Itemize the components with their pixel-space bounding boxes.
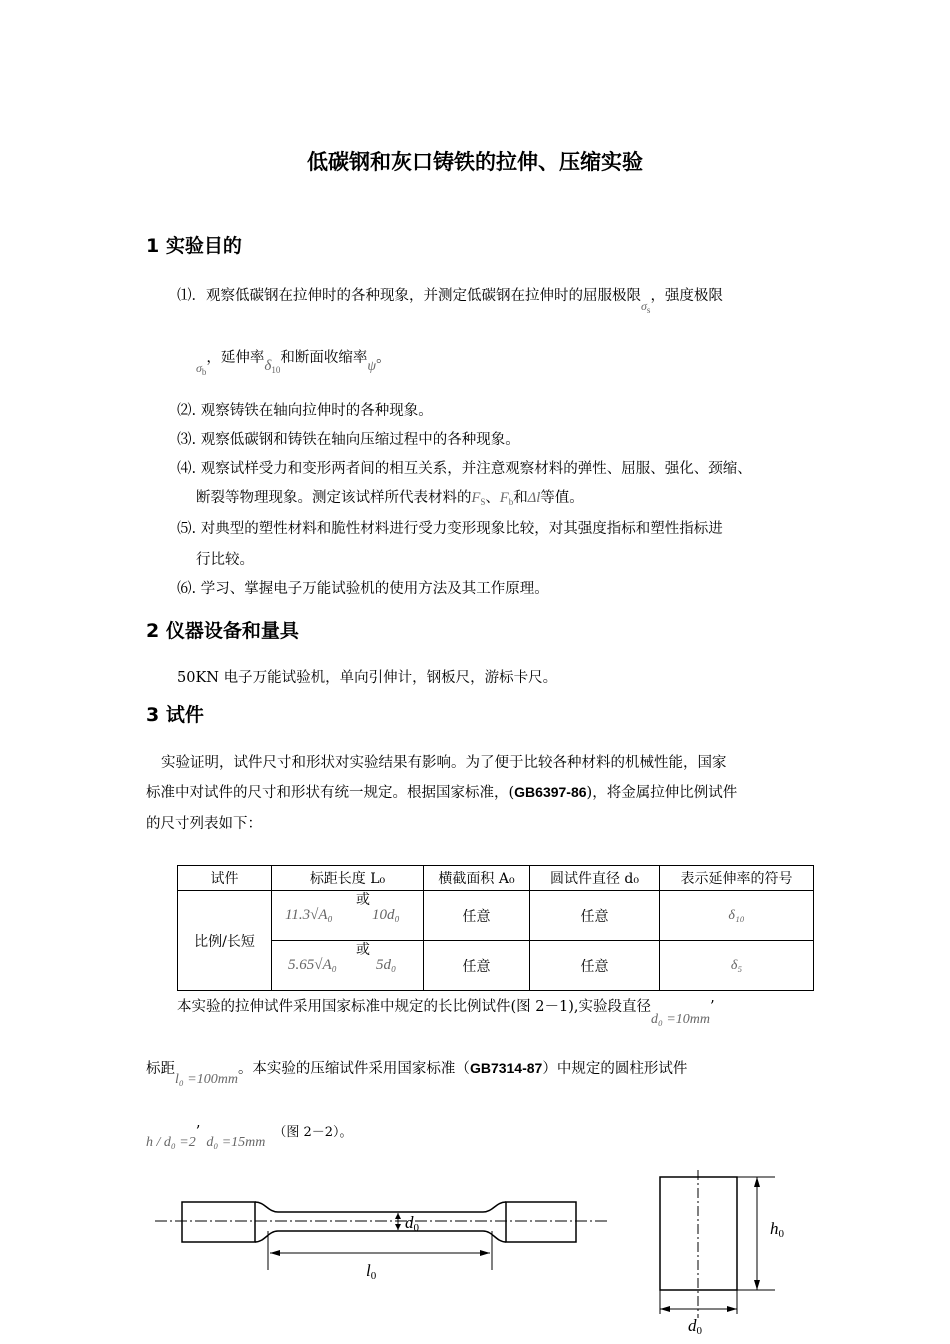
- diameter-cell: 任意: [530, 941, 660, 991]
- objective-6: ⑹. 学习、掌握电子万能试验机的使用方法及其工作原理。: [177, 581, 549, 597]
- table-row: [178, 941, 814, 991]
- diameter-label: d0: [405, 1213, 419, 1234]
- area-cell: 任意: [424, 891, 530, 941]
- table-header: 标距长度 L₀: [272, 866, 424, 891]
- table-header: 试件: [178, 866, 272, 891]
- objective-4-line2: 断裂等物理现象。测定该试样所代表材料的$F_S$、$F_b$和Δl等值。: [196, 490, 584, 507]
- tension-specimen-figure: [150, 1190, 620, 1290]
- page-title: 低碳钢和灰口铸铁的拉伸、压缩实验: [307, 150, 643, 174]
- table-header: 圆试件直径 d₀: [530, 866, 660, 891]
- height-label: h0: [770, 1219, 784, 1240]
- specimen-para-line1: 实验证明，试件尺寸和形状对实验结果有影响。为了便于比较各种材料的机械性能，国家: [161, 755, 727, 771]
- delta10-symbol: $\delta_{10}$: [264, 358, 281, 375]
- objective-3: ⑶. 观察低碳钢和铸铁在轴向压缩过程中的各种现象。: [177, 432, 520, 448]
- elongation-symbol-cell: δ₁₀: [660, 891, 814, 941]
- table-row: [178, 891, 814, 941]
- sigma-s-symbol: σs: [641, 299, 651, 315]
- table-header: 横截面积 A₀: [424, 866, 530, 891]
- tension-specimen-text: 本实验的拉伸试件采用国家标准中规定的长比例试件(图 2－1),实验段直径d₀ =10mm’: [177, 999, 715, 1027]
- area-cell: 任意: [424, 941, 530, 991]
- objective-5-line1: ⑸. 对典型的塑性材料和脆性材料进行受力变形现象比较，对其强度指标和塑性指标进: [177, 521, 723, 537]
- lower-profile: [255, 1231, 506, 1242]
- gauge-length-text: 标距l₀ =100mm。本实验的压缩试件采用国家标准（GB7314-87）中规定的圆柱形试件: [146, 1060, 688, 1087]
- upper-profile: [255, 1202, 506, 1212]
- gauge-length-formula: 5.65√A₀ 或 5d₀: [272, 941, 424, 991]
- objective-4-line1: ⑷. 观察试样受力和变形两者间的相互关系，并注意观察材料的弹性、屈服、强化、颈缩、: [177, 461, 752, 477]
- table-header: 表示延伸率的符号: [660, 866, 814, 891]
- gauge-length-label: l0: [366, 1261, 377, 1282]
- section-heading-specimen: 3 试件: [146, 704, 204, 726]
- objective-5-line2: 行比较。: [196, 552, 254, 568]
- fs-symbol: $F_S$: [471, 490, 486, 507]
- objective-1-line2: $_{\sigma_b}$，延伸率$\delta_{10}$和断面收缩率ψ。: [196, 350, 391, 377]
- psi-symbol: ψ: [367, 359, 377, 374]
- section-heading-equipment: 2 仪器设备和量具: [146, 620, 299, 642]
- cylinder-diameter-label: d0: [688, 1316, 702, 1337]
- equipment-text: 50KN 电子万能试验机，单向引伸计，钢板尺，游标卡尺。: [177, 670, 558, 686]
- objective-2: ⑵. 观察铸铁在轴向拉伸时的各种现象。: [177, 403, 433, 419]
- sigma-b-symbol: σb: [196, 361, 207, 377]
- fb-symbol: $F_b$: [499, 490, 514, 507]
- gauge-length-formula: 11.3√A₀ 或 10d₀: [272, 891, 424, 941]
- delta-l-symbol: Δl: [527, 490, 541, 506]
- row-label: 比例/长短: [178, 891, 272, 991]
- compression-specimen-text: h / d₀ =2’d₀ =15mm（图 2－2）。: [146, 1124, 353, 1150]
- section-heading-objectives: 1 实验目的: [146, 235, 242, 257]
- specimen-para-line2: 标准中对试件的尺寸和形状有统一规定。根据国家标准，(GB6397-86)，将金属拉伸比例试件: [146, 784, 738, 801]
- objective-1-line1: ⑴．观察低碳钢在拉伸时的各种现象，并测定低碳钢在拉伸时的屈服极限$_{\sigma_s}$，强度极限: [177, 288, 723, 315]
- specimen-para-line3: 的尺寸列表如下：: [146, 816, 262, 832]
- diameter-cell: 任意: [530, 891, 660, 941]
- compression-specimen-figure: [650, 1168, 800, 1340]
- elongation-symbol-cell: δ₅: [660, 941, 814, 991]
- right-grip: [506, 1202, 576, 1242]
- left-grip: [182, 1202, 255, 1242]
- specimen-size-table: [177, 865, 814, 991]
